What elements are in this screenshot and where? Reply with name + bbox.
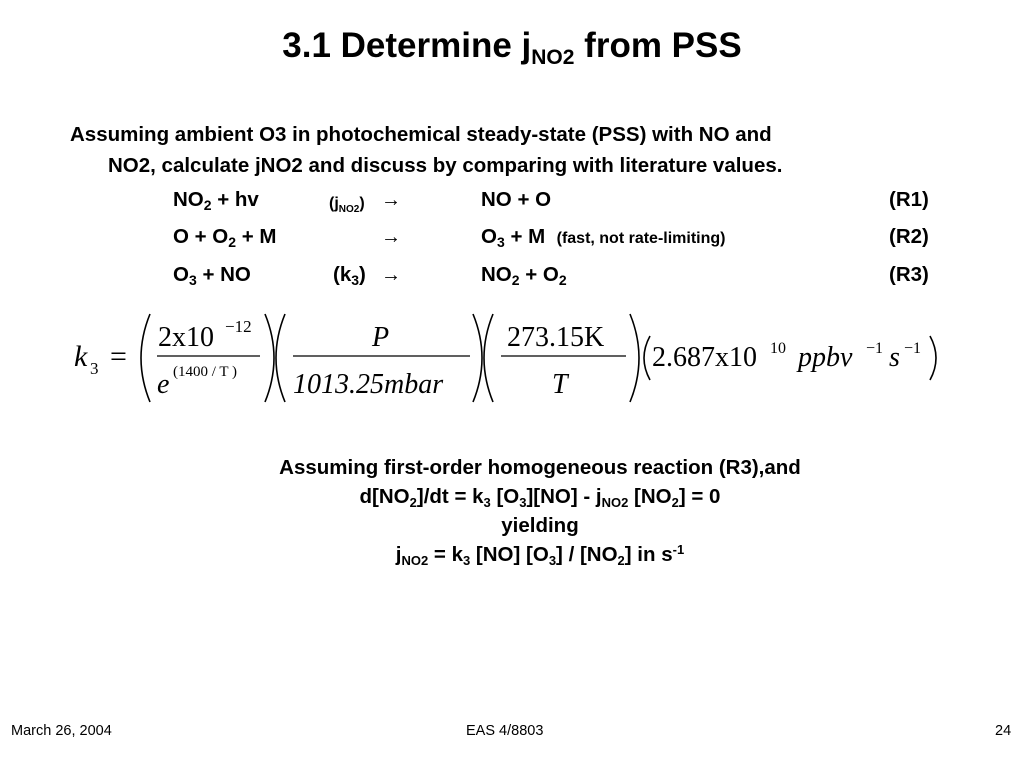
r1-label: (R1) [889,188,929,211]
conclusion-block [0,453,1024,569]
eq-paren-4-right [930,336,936,380]
eq-f4-unit-ppbv-exponent: −1 [866,340,884,357]
r3-arrow-icon: → [381,264,401,286]
intro-line-1: Assuming ambient O3 in photochemical steady-state (PSS) with NO and [70,123,772,146]
footer-page-number: 24 [995,723,1012,739]
r3-rate-sub: 3 [351,272,360,288]
r2-lhs-a: O + O [173,225,229,248]
c2-a: d[NO [359,485,410,508]
eq-paren-3-left [484,314,493,402]
r1-arrow-icon: → [381,189,401,211]
r3-rate [333,263,366,287]
eq-f1-denominator-exponent: (1400 / T ) [173,364,238,380]
eq-k: k [74,340,88,373]
c2-sub-b: 3 [483,495,491,510]
r1-lhs-a: NO [173,188,204,211]
c2-sub-a: 2 [409,495,417,510]
r2-rhs-a: O [481,225,497,248]
r1-rate-sub: NO2 [338,204,360,215]
c4-sub-a: NO2 [401,553,429,568]
r2-rhs-sub: 3 [496,234,505,250]
r3-lhs-b: + NO [196,263,251,286]
eq-paren-4-left [644,336,650,380]
r2-arrow-icon: → [381,226,401,248]
eq-f2-denominator: 1013.25mbar [293,369,444,400]
eq-f4-unit-s-exponent: −1 [904,340,922,357]
c2-b: ]/dt = k [416,485,484,508]
c4-sub-d: 2 [617,553,625,568]
r1-products: NO + O [481,188,552,211]
r3-lhs-a: O [173,263,189,286]
conclusion-line-4 [0,540,1024,569]
slide-title [0,26,1024,70]
eq-paren-1-right [265,314,274,402]
eq-paren-1-left [141,314,150,402]
eq-f4-unit-ppbv: ppbv [798,342,853,373]
r3-rhs-sub-b: 2 [558,272,567,288]
r3-products [481,263,567,287]
r3-rate-b: ) [359,263,366,286]
c4-a: j [395,543,402,566]
intro-paragraph [70,119,970,181]
r3-rhs-b: + O [519,263,559,286]
r2-reactants [173,225,277,249]
r1-lhs-b: + hv [211,188,259,211]
eq-f4-coefficient: 2.687x10 [652,342,757,373]
c2-f: ] = 0 [678,485,721,508]
c4-b: = k [428,543,463,566]
eq-paren-2-right [473,314,482,402]
c2-sub-e: 2 [671,495,679,510]
eq-paren-3-right [630,314,639,402]
footer-date: March 26, 2004 [11,723,112,739]
c2-c: [O [490,485,520,508]
r1-reactants [173,188,259,212]
eq-paren-2-left [276,314,285,402]
eq-f1-denominator: e [157,369,170,400]
r3-label: (R3) [889,263,929,286]
r1-rate-b: ) [359,195,365,212]
eq-f3-numerator: 273.15K [507,322,605,353]
title-text-pre: 3.1 Determine j [282,26,532,65]
r3-rhs-a: NO [481,263,512,286]
c4-sub-c: 3 [548,553,557,568]
r2-lhs-b: + M [236,225,277,248]
r3-reactants [173,263,251,287]
eq-f1-numerator-exponent: −12 [225,317,252,336]
c2-e: [NO [628,485,672,508]
eq-f1-numerator: 2x10 [158,322,214,353]
intro-line-2: NO2, calculate jNO2 and discuss by comparing with literature values. [108,154,783,177]
r3-rate-a: (k [333,263,352,286]
r3-lhs-sub: 3 [188,272,197,288]
c4-d: ] / [NO [556,543,618,566]
conclusion-line-3: yielding [501,514,579,537]
r2-label: (R2) [889,225,929,248]
conclusion-line-1: Assuming first-order homogeneous reaction (R3),and [279,456,801,479]
eq-f3-denominator: T [552,369,568,400]
c4-e: ] in s [624,543,673,566]
c4-sub-b: 3 [463,553,471,568]
footer-course: EAS 4/8803 [466,723,544,739]
eq-k-subscript: 3 [90,359,99,378]
r2-products [481,225,726,251]
eq-equals: = [110,340,127,373]
eq-f4-exponent: 10 [770,340,786,357]
c2-sub-d: NO2 [601,495,629,510]
c2-d: ][NO] - j [526,485,602,508]
r1-rate-a: (j [329,195,339,212]
r1-lhs-sub: 2 [203,197,212,213]
title-text-post: from PSS [574,26,742,65]
r1-rate [329,190,365,216]
r2-rhs-b: + M [504,225,546,248]
c2-sub-c: 3 [519,495,527,510]
conclusion-line-2 [0,482,1024,511]
r2-lhs-sub: 2 [228,234,237,250]
rate-constant-equation [60,308,950,408]
title-subscript: NO2 [531,46,575,69]
eq-f2-numerator: P [372,322,390,353]
r2-note: (fast, not rate-limiting) [556,230,726,247]
eq-f4-unit-s: s [889,342,900,373]
c4-sup: -1 [672,542,685,557]
r3-rhs-sub-a: 2 [511,272,520,288]
c4-c: [NO] [O [470,543,549,566]
